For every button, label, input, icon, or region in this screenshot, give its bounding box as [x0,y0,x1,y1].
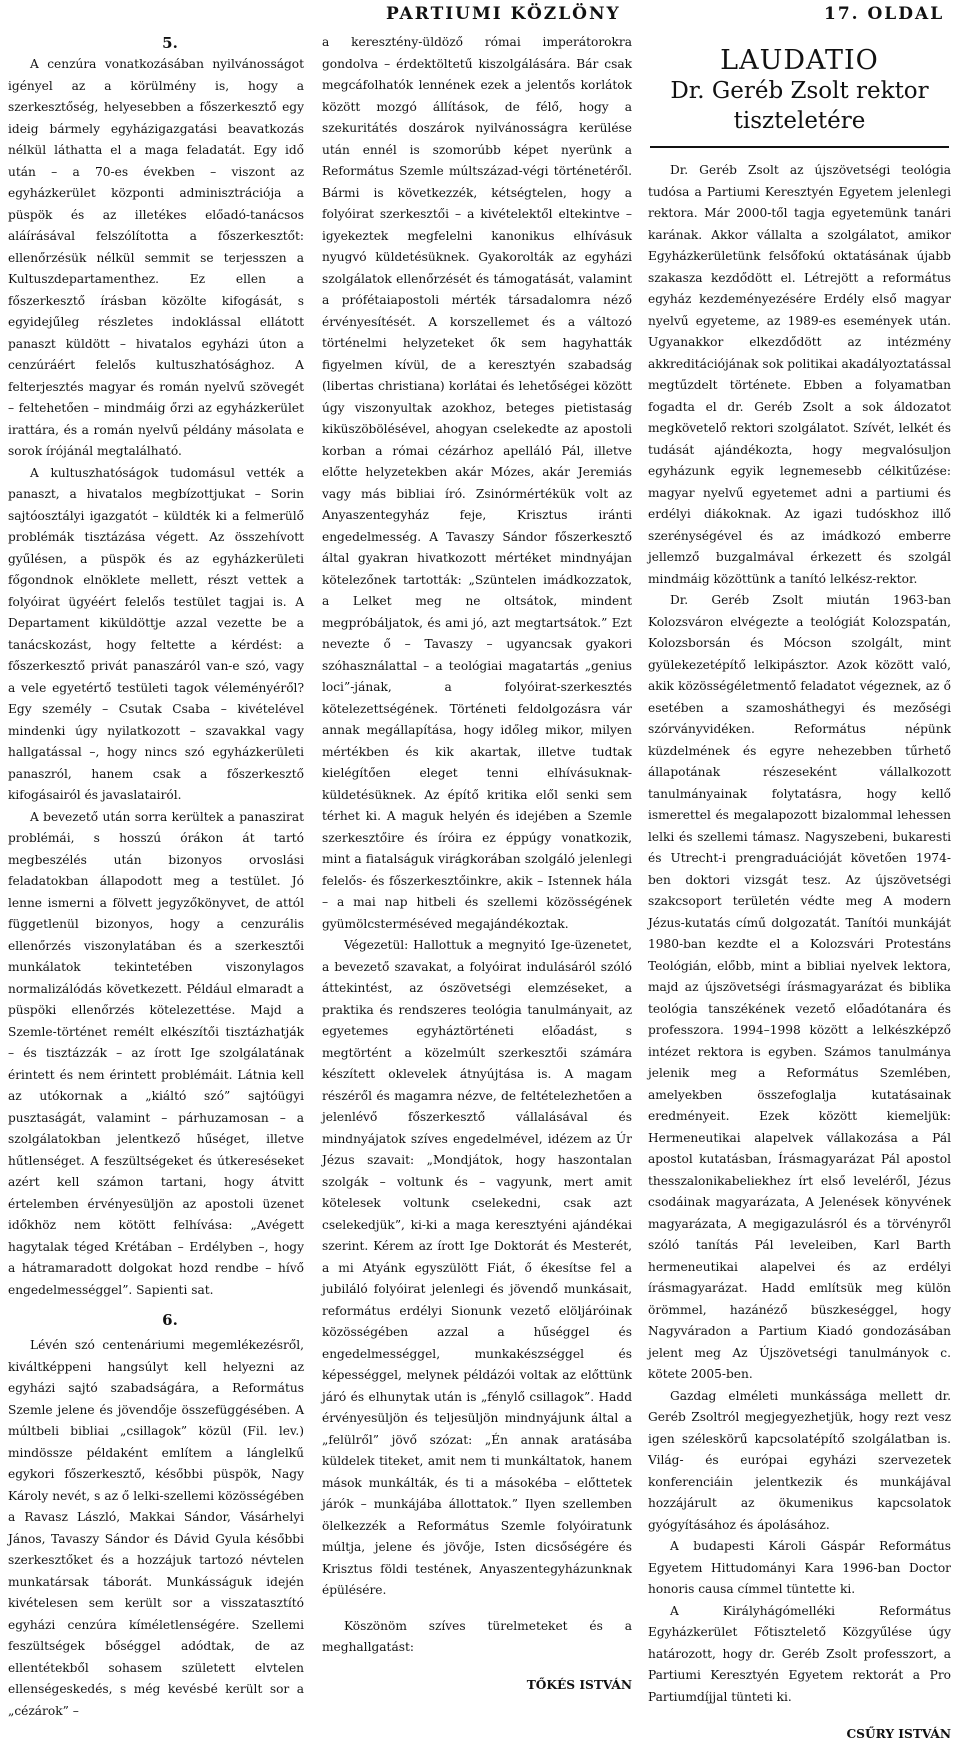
section-number-6: 6. [162,1311,178,1329]
author-signature: CSŰRY ISTVÁN [846,1727,951,1741]
column-right-laudatio [648,40,951,1741]
laudatio-title [648,46,951,136]
paragraph: Gazdag elméleti munkássága mellett dr. Geréb Zsoltról megjegyezhetjük, hogy rezt vesz igen széleskörű kapcsolatépítő szolgálatban is. Világ- és európai egyházi szervezetek konferenciáin jelentkezik és munkájával hozzájárult az ökumenikus kapcsolatok gyógyításához és ápolásához. [648,1388,951,1532]
laudatio-subject: Dr. Geréb Zsolt rektor [670,78,929,104]
page-header [0,4,960,26]
title-divider [650,146,949,148]
paragraph: A budapesti Károli Gáspár Református Egyetem Hittudományi Kara 1996-ban Doctor honoris causa címmel tüntette ki. [648,1539,951,1596]
publication-title: PARTIUMI KÖZLÖNY [386,4,621,24]
paragraph: Köszönöm szíves türelmeteket és a meghallgatást: [322,1618,632,1654]
paragraph: A bevezető után sorra kerültek a panaszirat problémái, s hosszú órákon át tartó megbeszélés után bizonyos orvoslási feladatokban állapodott meg a testület. Jó lenne ismerni a fölvett jegyzőkönyvet, de attól függetlenül bizonyos, hogy a cenzurális ellenőrzés viszonylatában és a szerkesztői munkálatok tekintetében viszonylagos normalizálódás következett. Például elmaradt a püspöki ellenőrzés kötelezettése. Majd a Szemle-történet remélt elkészítői tisztázhatják – és tisztázzák – az írott Ige szolgálatának érintett és nem érintett problémáit. Látnia kell az utókornak a „kiáltó szó” sajtóügyi pusztaságát, valamint – párhuzamosan – a szolgálatokban jelentkező hűséget, illetve hűtlenséget. A feszültségeket és útkereséseket azért kell számon tartani, hogy átvitt értelemben érvényesüljön az apostoli üzenet időkhöz nem kötött felhívása: „Avégett hagytalak téged Krétában – Erdélyben –, hogy a hátramaradott dolgokat hozd rendbe – hívő engedelmességgel”. Sapienti sat. [8,809,304,1297]
page-number: 17. OLDAL [824,4,945,24]
paragraph: A cenzúra vonatkozásában nyilvánosságot igényel az a körülmény is, hogy a szerkesztőség, helyesebben a főszerkesztő egy ideig bármely egyházigazgatási beavatkozás nélkül láthatta el a maga feladatát. Egy idő után – a 70-es években – viszont az egyházkerület központi adminisztrációja a püspök és az illetékes előadó-tanácsos aláírásával felszólította a főszerkesztőt: ellenőrzésük nélkül semmit se terjesszen a Kultuszdepartamenthez. Ez ellen a főszerkesztő írásban közölte kifogását, s egyidejűleg részletes indoklással ellátott panaszt küldött – hivatalos egyházi úton a cenzúráért felelős kultuszhatósághoz. A felterjesztés magyar és román nyelvű szövegét – feltehetően – mindmáig őrzi az egyházkerület irattára, és a román nyelvű példány másolata e sorok írójánál megtalálható. [8,57,304,458]
paragraph: A Királyhágómelléki Református Egyházkerület Főtisztelető Közgyűlése úgy határozott, hogy dr. Geréb Zsolt professzort, a Partiumi Keresztyén Egyetem rektorát a Pro Partiumdíjjal tünteti ki. [648,1603,951,1704]
paragraph: A kultuszhatóságok tudomásul vették a panaszt, a hivatalos megbízottjukat – Sorin sajtóosztályi igazgatót – küldték ki a felmerülő problémák tisztázása végett. Az összehívott gyűlésen, a püspök és az egyházkerületi főgondnok elnöklete mellett, részt vettek a folyóirat ügyéért felelős testület tagjai is. A Departament kiküldöttje azzal vezette be a tanácskozást, hogy feltette a kérdést: a főszerkesztő privát panaszáról van-e szó, vagy a vele egyetértő testületi tagok véleményéről? Egy személy – Csutak Csaba – kivételével mindenki úgy nyilatkozott – szavakkal vagy hallgatással –, hogy nincs szó egyházkerületi panaszról, hanem csak a főszerkesztő kifogásairól és javaslatairól. [8,465,304,802]
laudatio-dedication: tiszteletére [733,108,866,134]
section-number-5: 5. [162,34,178,52]
paragraph: Lévén szó centenáriumi megemlékezésről, kiváltképpeni hangsúlyt kell helyezni az egyházi sajtó szabadságára, a Református Szemle jelene és jövendője összefüggésében. A múltbeli bibliai „csillagok” közül (Fil. lev.) mindössze példaként említem a lánglelkű egykori főszerkesztő, későbbi püspök, Nagy Károly nevét, s az ő lelki-szellemi közösségében a Ravasz László, Makkai Sándor, Vásárhelyi János, Tavaszy Sándor és Dávid Gyula későbbi szerkesztőket és a hozzájuk tartozó névtelen munkatársak táborát. Munkásságuk idején kivételesen sem került sor a visszatasztító egyházi cenzúra kíméletlenségére. Szellemi feszültségek bőséggel adódtak, de az ellentétekből sohasem született elvtelen ellenségeskedés, s még kevésbé került sor a „cézárok” – [8,1338,304,1718]
column-left [8,32,304,1718]
column-middle [322,32,632,1692]
paragraph: a keresztény-üldöző római imperátorokra gondolva – érdektöltetű kiszolgálására. Bár csak megcáfolhatók lennének ezek a jelentős korlátok között mozgó állítások, de félő, hogy a szekuritátés doszárok nyilvánosságra kerülése után ennél is szomorúbb képet nyerünk a Református Szemle múltszázad-végi történetéről. Bármi is következzék, kétségtelen, hogy a folyóirat szerkesztői – a kivételektől eltekintve – igyekeztek megfelelni kanonikus elhívásuk nyugvó küldetésüknek. Gyakorolták az egyházi szolgálatok ellenőrzését és támogatását, valamint a prófétaiapostoli mérték társadalomra néző érvényesítését. A korszellemet és a változó történelmi helyzeteket ők sem hagyhatták figyelmen kívül, de a keresztyén szabadság (libertas christiana) korlátai és lehetőségei között úgy viszonyultak azokhoz, beteges pietistaság kiküszöbölésével, ahogyan cselekedte az apostoli korban a római cézárhoz apelláló Pál, illetve előtte helyzetekben akár Mózes, akár Jeremiás vagy más bibliai író. Zsinórmértékük volt az Anyaszentegyház feje, Krisztus iránti engedelmesség. A Tavaszy Sándor főszerkesztő által gyakran hivatkozott mértéket mindnyájan kötelezőnek tartották: „Szüntelen imádkozzatok, a Lelket meg ne oltsátok, mindent megpróbáljatok, és ami jó, azt megtartsátok.” Ezt nevezte ő – Tavaszy – ugyancsak gyakori szóhasználattal – a teológiai magatartás „genius loci”-jának, a folyóirat-szerkesztés kötelezettségének. Történeti feldolgozásra vár annak megállapítása, hogy időleg mikor, milyen mértékben és kik akartak, illetve tudtak kielégítően eleget tenni elhívásuknak-küldetésüknek. Az építő kritika elől senki sem térhet ki. A maguk helyén és idejében a Szemle szerkesztőire és íróira ez éppúgy vonatkozik, mint a fiatalságuk virágkorában szolgáló jelenlegi felelős- és főszerkesztőinkre, akik – Istennek hála – a mai nap hitbeli és szellemi közösségének gyümölcsterméséved megajándékoztak. [322,35,632,931]
author-signature: TŐKÉS ISTVÁN [526,1677,632,1692]
laudatio-heading: LAUDATIO [720,45,879,76]
paragraph: Dr. Geréb Zsolt miután 1963-ban Kolozsváron elvégezte a teológiát Kolozspatán, Kolozsborsán és Mócson szolgált, mint gyülekezetépítő lelkipásztor. Azok között való, akik közösségéletmentő feladatot végeznek, az ő esetében a szamosháthegyi és mezőségi szórványvidéken. Református népünk küzdelmének és egyre nehezebben tűrhető állapotának részeseként vállalkozott tanulmányainak folytatásra, hogy kellő ismerettel és megalapozott bizalommal lehessen lelki és szellemi támasz. Nagyszebeni, bukaresti és Utrecht-i prengraduációját követően 1974-ben doktori vizsgát tesz. Az újszövetségi szakcsoport területén védte meg A modern Jézus-kutatás című dolgozatát. Tanítói munkáját 1980-ban kezdte el a Kolozsvári Protestáns Teológián, előbb, mint a bibliai nyelvek lektora, majd az újszövetségi írásmagyarázat és biblika teológia tanszékének vezető előadótanára és professzora. 1994–1998 között a lelkészképző intézet rektora is egyben. Számos tanulmánya jelenik meg a Református Szemlében, amelyekben összefoglalja kutatásainak eredményeit. Ezek között kiemeljük: Hermeneutikai alapelvek vállakozása a Pál apostol kutatásban, Írásmagyarázat Pál apostol thesszalonikabeliekhez írt első leveléről, Jézus csodáinak magyarázata, A Jelenések könyvének magyarázata, A megigazulásról és a törvényről szóló tanítás Pál leveleiben, Karl Barth hermeneutikai alapelvei és az erdélyi írásmagyarázat. Hadd említsük meg külön örömmel, hazánéző büszkeséggel, hogy Nagyváradon a Partium Kiadó gondozásában jelent meg Az Újszövetségi tanulmányok c. kötete 2005-ben. [648,593,951,1381]
paragraph: Végezetül: Hallottuk a megnyitó Ige-üzenetet, a bevezető szavakat, a folyóirat indulásáról szóló áttekintést, az ószövetségi elemzéseket, a praktika és rendszeres teológia tanulmányait, az egyetemes egyháztörténeti előadást, s megtörtént a közelmúlt szerkesztői számára készített oklevelek átnyújtása is. A magam részéről és magamra nézve, de feltételezhetően a jelenlévő főszerkesztő vállalásával és mindnyájatok szíves engedelmével, idézem az Úr Jézus szavait: „Mondjátok, hogy haszontalan szolgák – voltunk és – vagyunk, mert amit kötelesek voltunk cselekedni, csak azt cselekedjük”, ki-ki a maga keresztyéni ajándékai szerint. Kérem az írott Ige Doktorát és Mesterét, a mi Atyánk egyszülött Fiát, ő ékesítse fel a jubiláló folyóirat jelenlegi és jövendő munkásait, református erdélyi Sionunk vezető elöljáróinak közösségében azzal a hűséggel és engedelmességgel, munkakészséggel és képességgel, melynek példázói voltak az előttünk járó és elhunytak után is „fénylő csillagok”. Hadd érvényesüljön és teljesüljön mindnyájunk által a „felülről” jövő szózat: „Én annak aratásába küldelek titeket, amit nem ti munkáltatok, hanem mások munkálták, és ti a másokéba – előttetek járók – munkájába állottatok.” Ilyen szellemben ölelkezzék a Református Szemle folyóiratunk múltja, jelene és jövője, Isten dicsőségére és Krisztus földi testének, Anyaszentegyházunknak épülésére. [322,938,632,1597]
paragraph: Dr. Geréb Zsolt az újszövetségi teológia tudósa a Partiumi Keresztyén Egyetem jelenlegi rektora. Már 2000-től tagja egyetemünk tanári karának. Akkor vállalta a szolgálatot, amikor Egyházkerületünk felsőfokú oktatásának újabb szakasza kezdődött el. Létrejött a református egyház kezdeményezésére Erdély első magyar nyelvű egyeteme, az 1989-es események után. Ugyanakkor elkezdődött az intézmény akkreditációjának sok politikai akadályoztatással megtűzdelt története. Ebben a folyamatban fogadta el dr. Geréb Zsolt a sok áldozatot megkövetelő rektori szolgálatot. Szívét, lelkét és tudását ajándékozta, hogy megvalósuljon egyházunk egyik legnemesebb célkitűzése: magyar nyelvű egyetemet adni a partiumi és erdélyi diákoknak. Az igazi tudóskhoz illő szerénységével és az imádkozó emberre jellemző buzgalmával érkezett és szolgál mindmáig közöttünk a tanító lelkész-rektor. [648,163,951,586]
